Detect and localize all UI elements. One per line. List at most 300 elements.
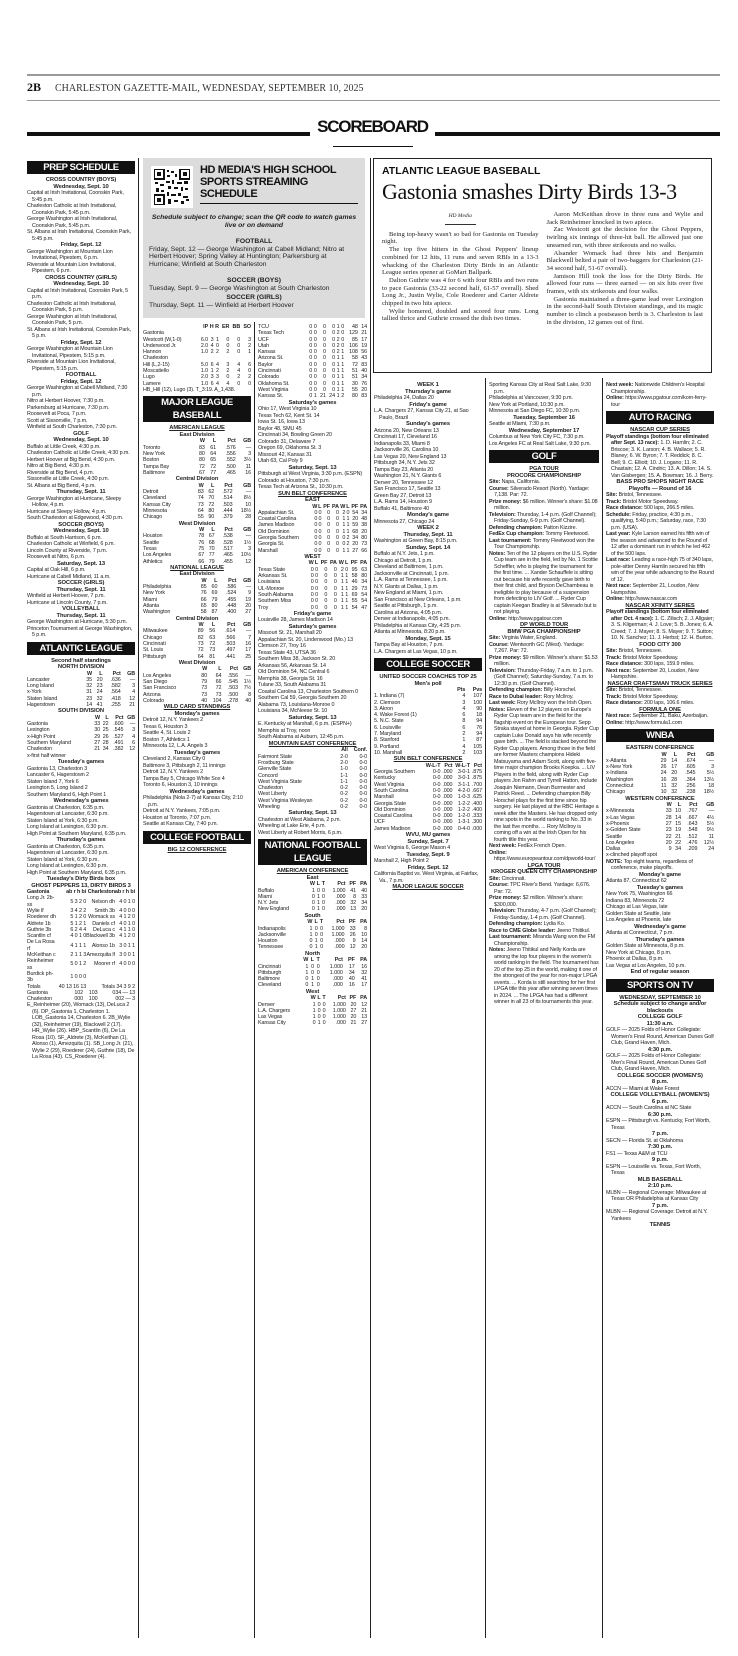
stat-cell: 1 <box>336 380 340 387</box>
stat-cell: .572 <box>222 489 233 496</box>
stat-cell: 11 <box>661 782 667 789</box>
stat-cell: 33 <box>665 808 672 815</box>
stat-cell: 0 <box>327 547 330 554</box>
team-name: Gastonia <box>143 330 164 337</box>
stat-cell: 0 <box>322 1007 326 1014</box>
stat-cell: 1-1 <box>340 772 348 779</box>
team-name: New York <box>143 451 165 458</box>
stat-cell: 0 <box>322 1001 326 1008</box>
team-name: Hill (L,2-15) <box>143 361 170 368</box>
subheading: Saturday, Sept. 13 <box>288 714 337 721</box>
stat-cell: — <box>245 444 251 451</box>
subheading: UNITED SOCCER COACHES TOP 25 <box>379 674 477 680</box>
stat-cell: 0-0 <box>432 813 441 820</box>
listing-line: New York at Portland, 10:30 p.m. <box>489 401 565 408</box>
stat-cell: 83 <box>361 393 367 400</box>
team-name: Texas <box>143 545 157 552</box>
note-text: Ten of the 12 players on the U.S. Ryder Cup team are in the field, led by No. 1 Scottie Scheffler, who is playing the tournament for the first time. ... Xander Schauffele is sitting out because his wife recently gave birth to their first child, and Bryson DeChambeau is ineligible to play because of a suspension from defecting to LIV Golf. ... Ryder Cup captain Keegan Bradley is at Silverado but is not playing. <box>494 550 598 615</box>
stat-cell: 35 <box>86 676 92 683</box>
note-label: Television: <box>489 667 516 674</box>
stat-cell: 1-1 <box>340 778 348 785</box>
team-name: Moscatiello <box>143 368 169 375</box>
labeled-note <box>489 655 599 668</box>
note-label: Notes: <box>489 947 506 953</box>
section-header: AUTO RACING <box>606 411 714 424</box>
team-name: Arkansas St. <box>258 573 288 580</box>
listing-line: ESPN — Pittsburgh vs. Kentucky, Fort Worth, Texas <box>606 1118 711 1131</box>
note-text: Kyle Larson earned his fifth win of the season and advanced to the Round of 12 after a dominant run in which he led 462 of the 500 laps. <box>611 531 711 557</box>
stat-cell: 0 <box>317 1014 321 1021</box>
stat-cell: 73 <box>361 585 367 592</box>
subheading: End of regular season <box>630 969 690 976</box>
article-paragraph: Jamison Hill took the loss for the Dirty Birds. He allowed four runs — three earned — on six hits over five frames, with six strikeouts and four walks. <box>546 272 703 296</box>
article-paragraph: Wylie homered, doubled and scored four runs. Long tallied thrice and Guthrie crossed the dish two times. <box>382 307 539 323</box>
note-label: Course: <box>489 485 509 492</box>
note-label: Track: <box>606 654 622 661</box>
standings-table <box>258 957 367 988</box>
stat-cell: 1-2-2 <box>457 800 470 807</box>
column-header: W <box>661 751 667 758</box>
stat-cell: 72 <box>199 463 205 470</box>
listing-line: Hagerstown at Lancaster, 6:30 p.m. <box>27 850 109 857</box>
stat-cell: 4 1 2 0 <box>119 914 135 921</box>
team-name: Wylie lf <box>27 907 44 914</box>
stat-cell: 80 <box>352 393 358 400</box>
stat-cell: 18 <box>476 712 482 719</box>
team-name: St. Louis <box>143 647 164 654</box>
subheading: Thursday's game <box>405 388 451 395</box>
stat-cell: 1 <box>210 368 214 375</box>
stat-cell: .000 <box>332 976 343 983</box>
stat-cell: 20 <box>361 386 367 393</box>
team-name: 4. Wake Forest (1) <box>374 712 417 719</box>
stat-cell: 3 <box>711 764 714 771</box>
listing-line: Roosevelt at Poca, 7 p.m. <box>27 411 87 417</box>
note-label: Online: <box>606 719 624 726</box>
labeled-note <box>489 499 599 512</box>
stat-cell: 56 <box>209 628 216 635</box>
stat-cell: 2-0 <box>340 753 348 760</box>
stat-cell: 6 <box>462 724 466 731</box>
section-header: GOLF <box>489 450 599 463</box>
masthead-rule <box>27 100 720 101</box>
qr-code-icon[interactable] <box>151 166 193 208</box>
stat-cell: 0 <box>311 969 314 976</box>
listing-line: South Alabama at Auburn, 12:45 p.m. <box>258 734 345 741</box>
note-text: September 20, Loudon, New Hampshire. <box>611 667 699 680</box>
underlined-heading: MOUNTAIN EAST CONFERENCE <box>268 740 357 747</box>
stat-cell: 0 <box>314 528 318 535</box>
stat-cell: 1.0 <box>200 380 209 387</box>
listing-line: Long Island at Lexington, 6:30 p.m. <box>27 824 108 831</box>
listing-line: Pittsburgh at West Virginia, 3:30 p.m. (ESPN) <box>258 471 363 478</box>
stat-cell: 43 <box>361 355 367 362</box>
listing-line: Texas Tech at Arizona St., 10:30 p.m. <box>258 484 344 491</box>
stat-cell: .000 <box>442 819 453 826</box>
subheading: COLLEGE SOCCER (WOMEN'S) <box>617 1072 703 1079</box>
stat-cell: 29 <box>94 733 101 740</box>
standings-table <box>143 622 251 660</box>
team-name: Aldrete 1b <box>27 920 51 927</box>
stat-cell: 20 <box>350 1001 357 1008</box>
prep-schedule-column <box>27 158 135 1061</box>
stat-cell: 20 <box>361 528 367 535</box>
streaming-football <box>149 238 359 268</box>
stat-cell: 0 <box>332 361 335 368</box>
stat-cell: 0 <box>316 963 320 970</box>
stat-cell: 6 <box>132 739 135 746</box>
college-football-column <box>258 324 367 1027</box>
stat-cell: .528 <box>222 539 233 546</box>
stat-cell: 34 <box>102 746 109 753</box>
stat-cell: 0 <box>316 976 320 983</box>
stat-cell: 62 <box>208 489 215 496</box>
stat-cell: 59 <box>352 522 359 529</box>
stat-cell: 0 <box>309 349 313 356</box>
column-divider <box>138 158 139 1638</box>
listing-line: Southern Cal 59, Georgia Southern 20 <box>258 695 347 702</box>
stat-cell: .545 <box>685 770 696 777</box>
stat-cell: 0-0 <box>432 806 441 813</box>
column-header: L <box>344 560 349 567</box>
listing-line: Denver at Indianapolis, 4:05 p.m. <box>374 616 450 622</box>
stat-cell: 83 <box>199 444 205 451</box>
stat-cell: 41 <box>350 887 357 894</box>
stat-cell: 48 <box>361 516 367 523</box>
stat-cell: 0 <box>316 887 320 894</box>
listing-line: Las Vegas at Los Angeles, 10 p.m. <box>606 962 686 969</box>
stat-cell: 21 <box>361 330 367 337</box>
stat-cell: 0-0 <box>359 766 367 773</box>
stat-cell: 23 <box>86 695 92 702</box>
stat-cell: 0 <box>248 368 251 375</box>
stat-cell: 27 <box>245 609 251 616</box>
stat-cell: .643 <box>687 820 698 827</box>
column-header: L <box>318 503 322 510</box>
stat-cell: 0 <box>322 324 326 330</box>
stat-cell: 0 <box>310 566 314 573</box>
stat-cell: 9 <box>248 590 251 597</box>
stat-cell: 3 4 2 2 <box>70 907 87 914</box>
note-text: Billy Horschel. <box>543 687 577 693</box>
stat-cell: .000 <box>335 893 346 900</box>
column-header: L <box>317 995 321 1002</box>
stat-cell: 7 <box>248 634 251 641</box>
standings-table <box>27 889 135 990</box>
listing-line: Cincinnati 34, Bowling Green 20 <box>258 432 332 439</box>
stat-cell: 18 <box>708 782 714 789</box>
stat-cell: 64 <box>210 451 217 458</box>
stat-cell: 034 — 13 <box>112 989 135 996</box>
subheading: Friday, Sept. 12 <box>407 864 449 871</box>
stat-cell: 24 <box>96 689 103 696</box>
stat-cell: 0 <box>318 516 322 523</box>
stat-cell: 0 <box>332 324 335 330</box>
column-header: Pct <box>227 438 236 445</box>
stat-cell: 0 <box>332 374 335 381</box>
stat-cell: .545 <box>227 678 238 685</box>
listing-line: St. Albans at Irish Invitational, Coonskin Park, 5 p.m. <box>27 326 131 339</box>
stat-cell: 0 <box>237 349 241 356</box>
stat-cell: 17 <box>348 963 355 970</box>
stat-cell: 0-0 <box>432 787 441 794</box>
stat-cell: 0 <box>305 982 309 989</box>
stat-cell: 1 <box>311 887 315 894</box>
stat-cell: 0-0 <box>359 791 367 798</box>
stat-cell: Blackwell 3b <box>86 933 115 940</box>
listing-line: L.A. Chargers at Las Vegas, 10 p.m. <box>374 648 458 655</box>
subheading: 7 p.m. <box>651 1202 669 1209</box>
stat-cell: 2 <box>336 342 340 349</box>
note-label: Race to Dubai leader: <box>489 693 543 700</box>
column-header: GB <box>243 666 251 673</box>
stat-cell: 2 <box>346 541 350 548</box>
streaming-section-text: Thursday, Sept. 11 — Winfield at Herbert Hoover <box>149 301 294 309</box>
article-paragraph: Gastonia maintained a three-game lead over Lexington in the second-half South Division standings, and its magic number to clinch a postseason berth is 3. Charleston is last in the division, 12 games out of first. <box>546 295 703 326</box>
stat-cell: 1.000 <box>332 1014 346 1021</box>
stat-cell: 30 <box>352 380 358 387</box>
stat-cell: 32 <box>86 683 92 690</box>
stat-cell: 0 <box>335 547 339 554</box>
stat-cell: 0 <box>310 585 314 592</box>
stat-cell: 0 <box>332 336 335 343</box>
subheading: East <box>306 874 319 881</box>
stat-cell: .875 <box>471 769 482 776</box>
stat-cell: 100 <box>88 996 98 1003</box>
column-divider <box>370 158 371 1638</box>
stat-cell: 79 <box>201 678 208 685</box>
stat-cell: 0 <box>346 509 350 516</box>
stat-cell: 72 <box>352 361 358 368</box>
standings-table <box>27 671 135 709</box>
stat-cell: 5 3 2 0 <box>70 898 87 905</box>
stat-cell: 3 <box>226 361 230 368</box>
stat-cell: 1 <box>345 604 349 611</box>
listing-line: Clemson 27, Troy 16 <box>258 643 306 650</box>
subheading: Thursday, Sept. 11 <box>56 612 106 619</box>
subheading: Sunday, Sept. 14 <box>405 544 451 551</box>
listing-line: Ohio 17, West Virginia 10 <box>258 406 317 413</box>
listing-line: Staten Island 7, York 6 <box>27 778 79 785</box>
stat-cell: 0-0 <box>359 778 367 785</box>
listing-line: Memphis 38, Georgia St. 16 <box>258 675 323 682</box>
stat-cell: .500 <box>225 463 236 470</box>
note-text: 500 laps, 266.5 miles. <box>644 505 695 511</box>
underlined-heading: NASCAR CUP SERIES <box>630 427 690 433</box>
column-header: ab r h bi <box>114 889 135 896</box>
listing-line: San Francisco 17, Seattle 13 <box>374 486 441 492</box>
stat-cell: 66 <box>361 547 367 554</box>
stat-cell: 2 <box>462 731 466 738</box>
listing-line: Staten Island at York, 6:30 p.m. <box>27 817 99 824</box>
subheading: Sunday, Sept. 7 <box>407 838 449 845</box>
stat-cell: .000 <box>442 800 453 807</box>
stat-cell: 73 <box>209 647 216 654</box>
team-name: West Liberty <box>258 791 287 798</box>
stat-cell: 0 <box>226 374 230 381</box>
note-text: Cincinnati. <box>501 875 526 882</box>
stat-cell: 0 <box>315 579 319 586</box>
note-text: Nationwide Children's Hospital Championship. <box>611 382 705 395</box>
listing-line: Scott at Sissonville, 7 p.m. <box>27 417 88 424</box>
stat-cell: .000 <box>442 806 453 813</box>
underlined-heading: BIG 12 CONFERENCE <box>167 846 227 853</box>
listing-line: Memphis at Troy, noon <box>258 727 311 734</box>
subheading: WEEK 1 <box>417 382 439 388</box>
article-paragraph: The top five hitters in the Ghost Peppers' lineup combined for 12 hits, 11 runs and seven RBIs in a 13-3 whacking of the Charleston Dirty Birds in an Atlantic League series opener at GoMart Ballpark. <box>382 246 539 277</box>
stat-cell: 0 <box>333 604 337 611</box>
stat-cell: 23 <box>96 683 103 690</box>
stat-cell: 0 <box>311 900 315 907</box>
stat-cell: 13 <box>350 906 357 913</box>
stat-cell: 2.0 <box>200 342 209 349</box>
stat-cell: 76 <box>198 539 205 546</box>
stat-cell: 19 <box>361 342 367 349</box>
listing-line: Hurricane at Lincoln County, 7 p.m. <box>27 599 108 606</box>
team-name: Tennessee <box>258 944 284 951</box>
stat-cell: 4 0 0 0 <box>119 961 135 968</box>
column-header: W <box>340 503 346 510</box>
column-header: W <box>308 560 314 567</box>
stat-cell: 0 <box>333 598 337 605</box>
column-header: W <box>87 670 92 677</box>
note-text: Top eight teams, regardless of conference, make playoffs. <box>611 858 693 872</box>
stat-cell: 1 <box>311 982 314 989</box>
column-header: GB <box>243 438 251 445</box>
stat-cell: 0 <box>309 324 313 330</box>
team-name: Miami <box>143 596 157 603</box>
stat-cell: .552 <box>225 457 236 464</box>
stat-cell: 72 <box>215 685 222 692</box>
note-text: Jeeno Thitikul and Nelly Korda are among the top four players in the women's world ranking in the field. The tournament has 20 of the top 25 in the world, making it one of the strongest of the year for non-major LPGA events. ... Korda is still searching for her first LPGA title this year after winning seven times in 2024. ... The LPGA has had a different winner in all 23 of its tournaments this year. <box>494 947 599 1005</box>
subheading: WESTERN CONFERENCE <box>625 795 695 802</box>
note-text: Thursday-Friday, 7 a.m. to 1 p.m. (Golf Channel); Saturday-Sunday, 7 a.m. to 12:30 p.m. (Golf Channel). <box>494 667 594 687</box>
stat-cell: 102 <box>74 989 84 996</box>
labeled-note <box>489 668 599 688</box>
listing-line: Princeton Tournament at George Washington, 5 p.m. <box>27 625 133 638</box>
stat-cell: 3-0-1 <box>457 769 470 776</box>
listing-line: New England at Miami, 1 p.m. <box>374 590 444 596</box>
stat-cell: 1 <box>346 522 350 529</box>
listing-line: Tampa Bay 23, Atlanta 20 <box>374 466 434 473</box>
listing-line: Herbert Hoover at Big Bend, 4:30 p.m. <box>27 456 115 463</box>
stat-cell: .333 <box>471 813 482 820</box>
stat-cell: 18½ <box>703 789 714 796</box>
subheading: Saturday's games <box>288 623 337 630</box>
stat-cell: .455 <box>222 558 233 565</box>
listing-line: L.A. Rams 14, Houston 9 <box>374 499 432 505</box>
stat-cell: 1 <box>345 591 349 598</box>
stat-cell: 95 <box>351 566 358 573</box>
listing-line: Nitro at Big Bend, 4:30 p.m. <box>27 463 91 469</box>
stat-cell: 4 <box>215 361 219 368</box>
listing-line: Seattle at Pittsburgh, 1 p.m. <box>374 603 438 609</box>
column-header: L <box>316 881 320 888</box>
stat-cell: 0 <box>309 393 313 400</box>
stat-cell: 5½ <box>706 820 714 827</box>
stat-cell: 1 <box>340 591 344 598</box>
column-header: L <box>211 622 216 629</box>
subheading: Thursday, Sept. 11 <box>403 531 453 538</box>
subheading: 6 p.m. <box>651 1098 669 1105</box>
listing-line: Minnesota at San Diego FC, 10:30 p.m. <box>489 408 580 414</box>
stat-cell: 55 <box>351 598 358 605</box>
team-name: Hagerstown <box>27 701 55 708</box>
stat-cell: .524 <box>226 590 237 597</box>
stat-cell: 16 <box>348 982 355 989</box>
team-name: x-Las Vegas <box>606 814 635 821</box>
stat-cell: — <box>245 533 251 540</box>
subheading: WVU, MU games <box>405 832 451 839</box>
column-header: T <box>322 995 326 1002</box>
stat-cell: 75 <box>198 545 205 552</box>
listing-line: New York at Chicago, 8 p.m. <box>606 949 672 956</box>
stat-cell: 0 <box>342 541 346 548</box>
stat-cell: 11 <box>245 463 251 470</box>
team-name: Appalachian St. <box>258 509 295 516</box>
stat-cell: 4½ <box>706 814 714 821</box>
stat-cell: 0 <box>314 516 318 523</box>
stat-cell: .538 <box>222 533 233 540</box>
stat-cell: 3 <box>248 451 251 458</box>
stat-cell: 1 <box>342 522 346 529</box>
subheading: Men's poll <box>414 680 442 687</box>
stat-cell: 4 <box>462 743 466 750</box>
subheading: Monday's games <box>174 710 220 717</box>
column-header: PA <box>360 881 367 888</box>
table-row <box>258 982 367 988</box>
stat-cell: 14 <box>361 324 367 330</box>
team-name: L.A. Chargers <box>258 1007 290 1014</box>
stat-cell: 66 <box>198 558 205 565</box>
note-text: Bristol Motor Speedway. <box>622 693 679 700</box>
labeled-note <box>489 850 599 863</box>
table-row <box>27 895 135 908</box>
stat-cell: 9 <box>352 938 356 945</box>
team-name: UCF <box>258 336 269 343</box>
team-name: Milwaukee <box>143 628 168 635</box>
team-name: 3. Akron <box>374 705 393 712</box>
stat-cell: .000 <box>442 769 453 776</box>
stat-cell: 15 <box>675 820 681 827</box>
column-header: GB <box>706 751 714 758</box>
team-name: Lamere <box>143 380 161 387</box>
stat-cell: .418 <box>110 695 121 702</box>
stat-cell: 0-2 <box>340 791 348 798</box>
subheading: FOOTBALL <box>65 372 97 378</box>
stat-cell: 74 <box>197 495 204 502</box>
listing-line: George Washington at Mountain Lion Invitational, Pipestem, 6 p.m. <box>27 248 113 261</box>
stat-cell: .209 <box>687 846 698 853</box>
stat-cell: 73 <box>361 541 367 548</box>
stat-cell: 0 <box>333 566 337 573</box>
column-header: Pct <box>687 751 696 758</box>
stat-cell: 0-0 <box>359 803 367 810</box>
column-header: Pvs <box>472 687 482 693</box>
team-name: 1. Indiana (7) <box>374 693 405 700</box>
streaming-note: Schedule subject to change; scan the QR code to watch games live or on demand <box>151 214 357 229</box>
team-name: Baltimore <box>143 469 165 476</box>
stat-cell: 32 <box>350 900 357 907</box>
subheading: Central Division <box>175 476 219 483</box>
stat-cell: .667 <box>471 787 482 794</box>
stat-cell: .875 <box>471 775 482 782</box>
listing-line: Baltimore 3, Pittsburgh 2, 11 innings <box>143 762 226 769</box>
stat-cell: .238 <box>685 789 696 796</box>
column-header: L <box>214 577 218 584</box>
listing-line: St. Albans at Big Bend, 4 p.m. <box>27 482 96 489</box>
stat-cell: 0 <box>318 528 322 535</box>
